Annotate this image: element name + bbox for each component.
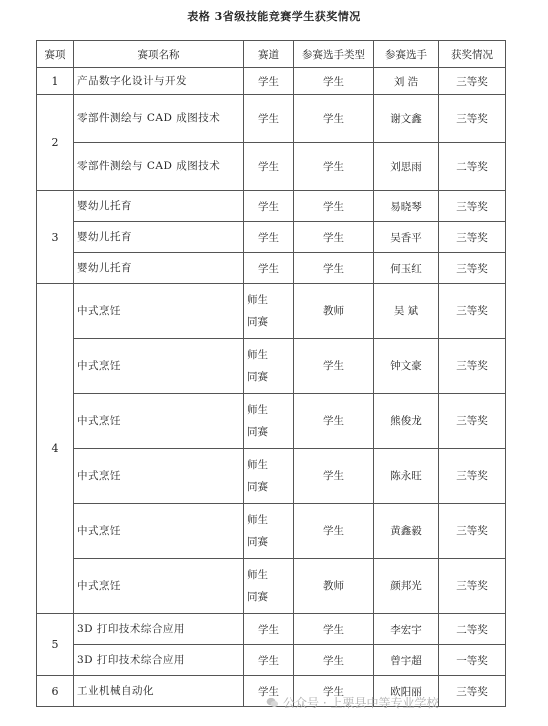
watermark [266, 694, 438, 711]
table-row [37, 339, 506, 394]
competitor-type-cell: 学生 [294, 504, 374, 559]
header-cell: 获奖情况 [439, 41, 506, 68]
header-cell: 赛项 [37, 41, 74, 68]
competitor-cell: 吴香平 [374, 222, 439, 253]
competitor-type-cell: 学生 [294, 253, 374, 284]
item-name-cell: 中式烹饪 [74, 449, 244, 504]
track-cell: 学生 [244, 645, 294, 676]
header-cell: 参赛选手类型 [294, 41, 374, 68]
award-cell: 三等奖 [439, 504, 506, 559]
header-cell: 赛道 [244, 41, 294, 68]
award-cell: 三等奖 [439, 222, 506, 253]
award-cell: 二等奖 [439, 614, 506, 645]
track-cell [244, 559, 294, 614]
competitor-type-cell: 学生 [294, 222, 374, 253]
item-name-cell: 婴幼儿托育 [74, 191, 244, 222]
item-name-cell: 3D 打印技术综合应用 [74, 645, 244, 676]
competitor-cell: 陈永旺 [374, 449, 439, 504]
award-cell: 三等奖 [439, 95, 506, 143]
award-cell: 三等奖 [439, 676, 506, 707]
competitor-cell: 熊俊龙 [374, 394, 439, 449]
competitor-type-cell: 学生 [294, 95, 374, 143]
competitor-type-cell: 学生 [294, 676, 374, 707]
item-name-cell: 中式烹饪 [74, 559, 244, 614]
award-cell: 三等奖 [439, 339, 506, 394]
item-name-cell: 中式烹饪 [74, 339, 244, 394]
table-row [37, 504, 506, 559]
table-row [37, 645, 506, 676]
award-cell: 一等奖 [439, 645, 506, 676]
item-name-cell: 工业机械自动化 [74, 676, 244, 707]
award-cell: 三等奖 [439, 68, 506, 95]
track-line: 同赛 [247, 426, 268, 438]
competitor-type-cell: 学生 [294, 143, 374, 191]
competitor-cell: 黄鑫毅 [374, 504, 439, 559]
competitor-cell: 欧阳丽 [374, 676, 439, 707]
table-row [37, 449, 506, 504]
competitor-type-cell: 教师 [294, 284, 374, 339]
table-row [37, 191, 506, 222]
track-line: 师生 [247, 294, 268, 306]
table-row [37, 284, 506, 339]
track-cell [244, 449, 294, 504]
track-cell: 学生 [244, 95, 294, 143]
track-cell: 学生 [244, 222, 294, 253]
item-number-cell: 1 [37, 68, 74, 95]
competitor-type-cell: 学生 [294, 339, 374, 394]
watermark-text: 公众号 · 上栗县中等专业学校 [283, 696, 439, 710]
wechat-icon [266, 696, 279, 709]
award-cell: 三等奖 [439, 394, 506, 449]
track-cell [244, 504, 294, 559]
track-line: 师生 [247, 349, 268, 361]
item-number-cell: 6 [37, 676, 74, 707]
track-line: 师生 [247, 404, 268, 416]
track-cell: 学生 [244, 143, 294, 191]
track-line: 师生 [247, 514, 268, 526]
item-name-cell: 零部件测绘与 CAD 成图技术 [74, 143, 244, 191]
competitor-cell: 谢文鑫 [374, 95, 439, 143]
competitor-cell: 颜邦光 [374, 559, 439, 614]
track-cell: 学生 [244, 68, 294, 95]
item-name-cell: 中式烹饪 [74, 394, 244, 449]
item-number-cell: 4 [37, 284, 74, 614]
competitor-cell: 钟文豪 [374, 339, 439, 394]
competitor-cell: 易晓琴 [374, 191, 439, 222]
track-line: 同赛 [247, 481, 268, 493]
header-cell: 赛项名称 [74, 41, 244, 68]
table-row [37, 614, 506, 645]
award-cell: 三等奖 [439, 559, 506, 614]
item-number-cell: 3 [37, 191, 74, 284]
item-name-cell: 中式烹饪 [74, 284, 244, 339]
track-cell: 学生 [244, 191, 294, 222]
competitor-cell: 李宏宇 [374, 614, 439, 645]
competitor-cell: 吴 斌 [374, 284, 439, 339]
track-line: 师生 [247, 569, 268, 581]
table-header-row [37, 41, 506, 68]
track-cell: 学生 [244, 676, 294, 707]
item-name-cell: 婴幼儿托育 [74, 253, 244, 284]
item-number-cell: 2 [37, 95, 74, 191]
award-table [36, 40, 506, 707]
competitor-cell: 刘思雨 [374, 143, 439, 191]
award-cell: 三等奖 [439, 191, 506, 222]
track-line: 同赛 [247, 371, 268, 383]
competitor-cell: 曾宇超 [374, 645, 439, 676]
item-name-cell: 3D 打印技术综合应用 [74, 614, 244, 645]
track-cell: 学生 [244, 614, 294, 645]
table-row [37, 394, 506, 449]
competitor-type-cell: 学生 [294, 614, 374, 645]
table-row [37, 222, 506, 253]
item-name-cell: 产品数字化设计与开发 [74, 68, 244, 95]
header-cell: 参赛选手 [374, 41, 439, 68]
competitor-cell: 何玉红 [374, 253, 439, 284]
table-title: 表格 3省级技能竞赛学生获奖情况 [187, 10, 361, 23]
track-cell [244, 394, 294, 449]
track-cell [244, 339, 294, 394]
track-cell [244, 284, 294, 339]
competitor-type-cell: 学生 [294, 645, 374, 676]
track-cell: 学生 [244, 253, 294, 284]
track-line: 同赛 [247, 591, 268, 603]
competitor-cell: 刘 浩 [374, 68, 439, 95]
competitor-type-cell: 学生 [294, 191, 374, 222]
award-cell: 三等奖 [439, 449, 506, 504]
track-line: 师生 [247, 459, 268, 471]
award-cell: 三等奖 [439, 253, 506, 284]
item-number-cell: 5 [37, 614, 74, 676]
award-cell: 三等奖 [439, 284, 506, 339]
item-name-cell: 中式烹饪 [74, 504, 244, 559]
competitor-type-cell: 学生 [294, 68, 374, 95]
table-row [37, 68, 506, 95]
item-name-cell: 婴幼儿托育 [74, 222, 244, 253]
track-line: 同赛 [247, 536, 268, 548]
competitor-type-cell: 教师 [294, 559, 374, 614]
table-row [37, 143, 506, 191]
table-row [37, 559, 506, 614]
competitor-type-cell: 学生 [294, 394, 374, 449]
item-name-cell: 零部件测绘与 CAD 成图技术 [74, 95, 244, 143]
competitor-type-cell: 学生 [294, 449, 374, 504]
track-line: 同赛 [247, 316, 268, 328]
table-row [37, 95, 506, 143]
table-row [37, 253, 506, 284]
award-cell: 二等奖 [439, 143, 506, 191]
